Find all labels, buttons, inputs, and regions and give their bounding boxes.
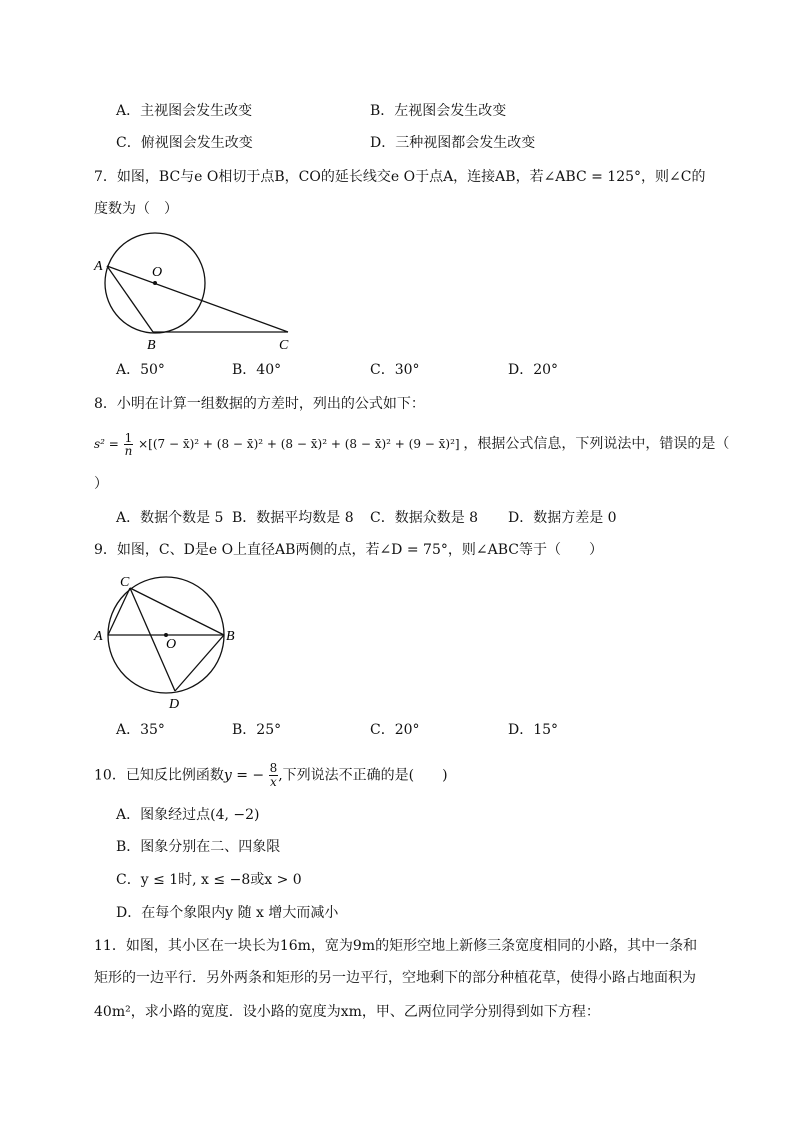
q6-option-c: C．俯视图会发生改变 [116, 135, 253, 151]
q10-func-eq: = − [231, 767, 265, 784]
q8-option-d: D．数据方差是 0 [508, 510, 617, 526]
q11-line1: 11．如图，其小区在一块长为16m，宽为9m的矩形空地上新修三条宽度相同的小路，其中一条和 [94, 938, 698, 954]
q8-formula-frac-den: n [124, 444, 133, 458]
q6-option-a: A．主视图会发生改变 [116, 103, 253, 119]
q10-option-a: A．图象经过点(4, −2) [116, 807, 260, 823]
q9-option-d: D．15° [508, 722, 559, 738]
q7-stem-line1: 7．如图，BC与e O相切于点B，CO的延长线交e O于点A，连接AB，若∠ABC = 125°，则∠C的 [94, 169, 706, 185]
q8-formula-lhs: s² = [94, 437, 123, 451]
q7-line-ac [107, 266, 288, 332]
q8-formula-frac-num: 1 [124, 431, 133, 445]
q9-line-cb [130, 588, 224, 635]
q9-label-a: A [94, 629, 103, 644]
q9-option-a: A．35° [116, 722, 165, 738]
q7-stem-line2: 度数为（ ） [94, 201, 178, 217]
q6-option-d: D．三种视图都会发生改变 [370, 135, 536, 151]
q10-option-c: C．y ≤ 1时, x ≤ −8或x > 0 [116, 872, 302, 888]
q10-option-b: B．图象分别在二、四象限 [116, 839, 281, 855]
q8-option-a: A．数据个数是 5 [116, 510, 224, 526]
q9-label-c: C [120, 575, 130, 590]
q9-figure [90, 570, 250, 715]
q10-stem-post: ,下列说法不正确的是( ) [278, 767, 448, 784]
q9-line-ac [108, 588, 130, 635]
q10-stem-pre: 10．已知反比例函数 [94, 767, 224, 784]
q8-stem-close: ） [94, 476, 108, 492]
q10-func-y: y [223, 767, 232, 784]
q10-func-num: 8 [269, 761, 278, 775]
q7-label-c: C [279, 338, 289, 353]
q8-option-b: B．数据平均数是 8 [232, 510, 354, 526]
q7-option-c: C．30° [370, 362, 420, 378]
q8-formula-fraction [124, 432, 134, 457]
q10-func-fraction [269, 762, 279, 789]
q7-figure [90, 225, 300, 353]
q7-option-b: B．40° [232, 362, 282, 378]
q8-formula [94, 432, 729, 457]
q9-label-o: O [166, 637, 177, 652]
q9-label-b: B [226, 629, 235, 644]
q11-line3: 40m²，求小路的宽度．设小路的宽度为xm，甲、乙两位同学分别得到如下方程： [94, 1004, 600, 1020]
q10-func-den: x [270, 775, 277, 789]
q11-line2: 矩形的一边平行．另外两条和矩形的另一边平行，空地剩下的部分种植花草，使得小路占地面积为 [94, 970, 696, 986]
q9-option-b: B．25° [232, 722, 282, 738]
q7-center-dot [153, 281, 157, 285]
q6-option-b: B．左视图会发生改变 [370, 103, 507, 119]
q10-stem [94, 762, 448, 789]
q8-stem: 8．小明在计算一组数据的方差时，列出的公式如下： [94, 396, 425, 412]
q7-option-d: D．20° [508, 362, 559, 378]
q9-label-d: D [169, 697, 180, 712]
q8-option-c: C．数据众数是 8 [370, 510, 479, 526]
q8-formula-tail: ，根据公式信息，下列说法中，错误的是（ [463, 436, 730, 452]
q9-option-c: C．20° [370, 722, 420, 738]
q10-option-d: D．在每个象限内y 随 x 增大而减小 [116, 905, 339, 921]
q7-label-o: O [152, 265, 163, 280]
q8-formula-body: ×[(7 − x̄)² + (8 − x̄)² + (8 − x̄)² + (8 − x̄)² + (9 − x̄)²] [138, 437, 460, 451]
q7-label-b: B [147, 338, 156, 353]
q7-option-a: A．50° [116, 362, 165, 378]
q7-label-a: A [94, 259, 103, 274]
q9-stem: 9．如图，C、D是e O上直径AB两侧的点，若∠D = 75°，则∠ABC等于（ ） [94, 542, 603, 558]
q7-line-ab [107, 266, 153, 332]
